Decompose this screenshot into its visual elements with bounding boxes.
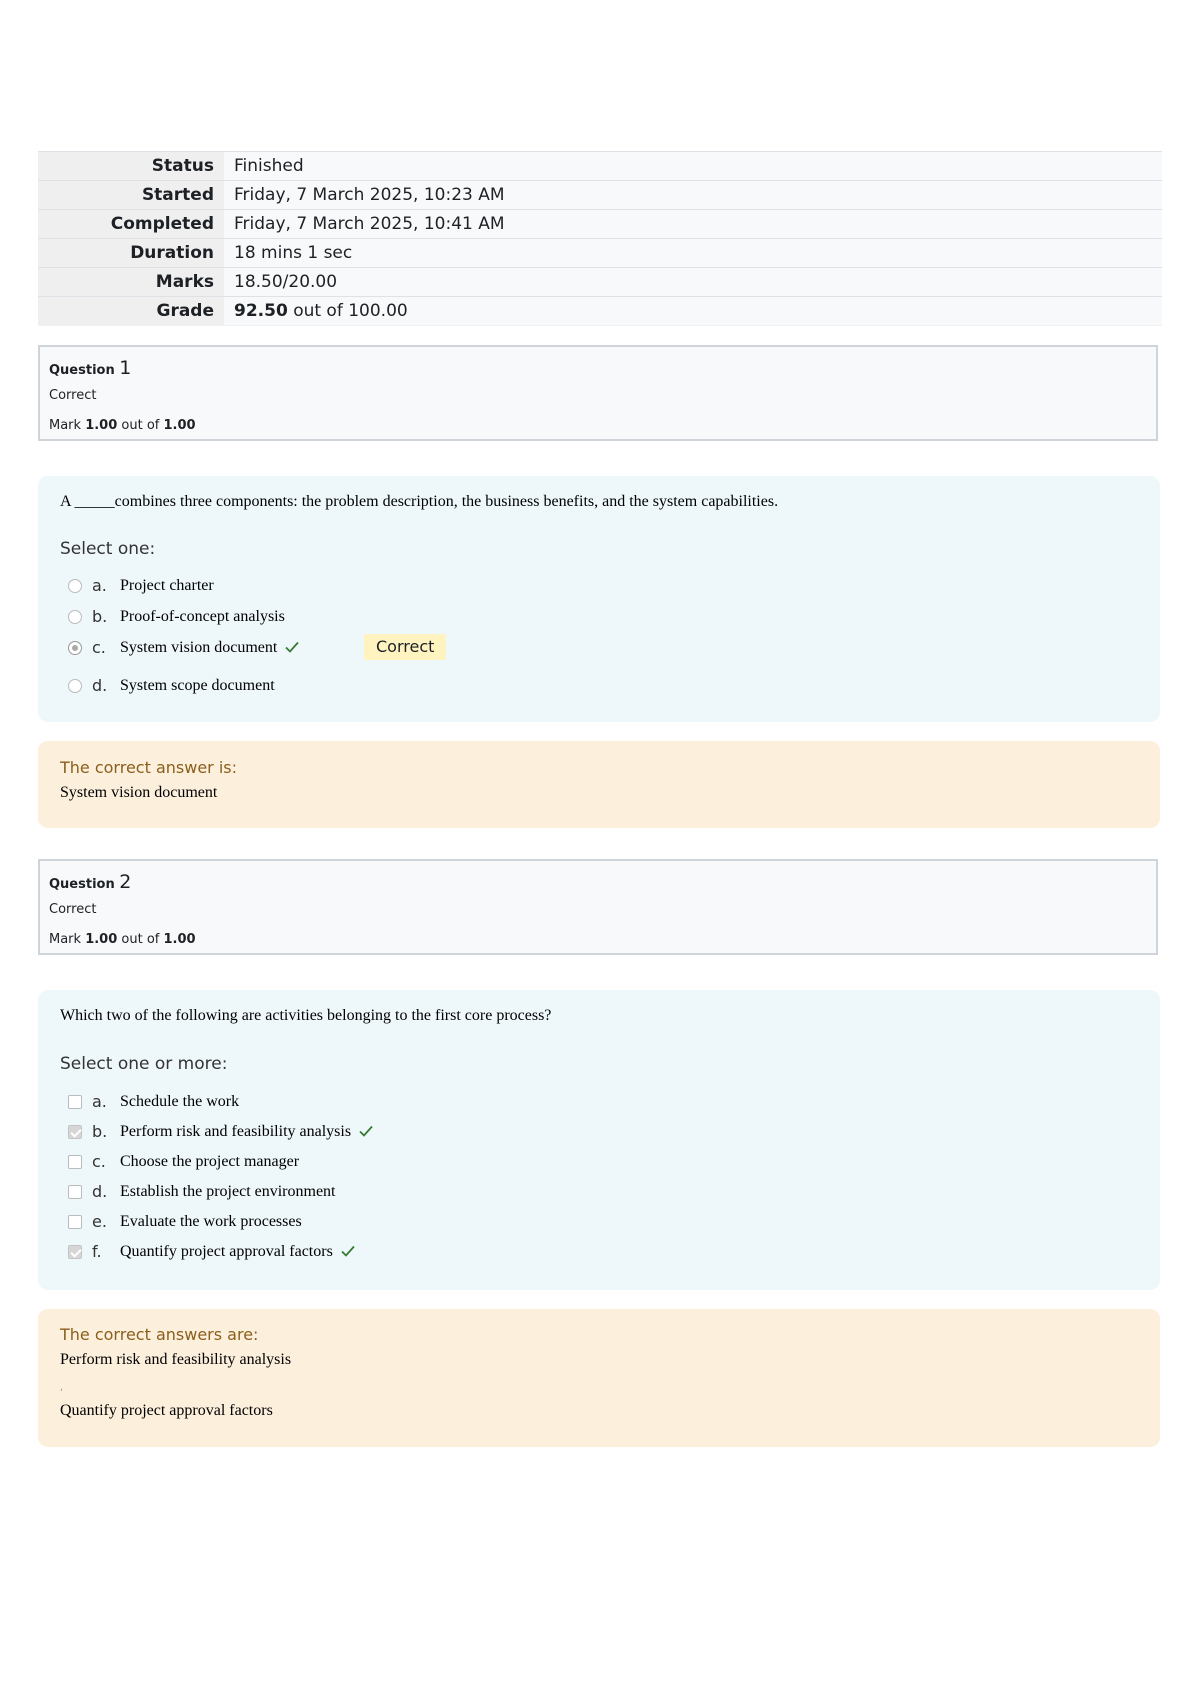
feedback-answer: Quantify project approval factors [60, 1402, 273, 1419]
option-label: System vision document [120, 639, 278, 656]
option-label: Establish the project environment [120, 1183, 336, 1200]
option-letter: b. [92, 607, 108, 626]
question-prefix: Question [49, 363, 115, 378]
feedback-2 [38, 1309, 1160, 1447]
option-label-row [120, 1123, 373, 1141]
question-content-2 [38, 990, 1160, 1290]
summary-label: Marks [38, 268, 224, 297]
option-label: Choose the project manager [120, 1153, 300, 1170]
radio-button[interactable] [68, 610, 82, 624]
feedback-heading: The correct answer is: [60, 758, 237, 777]
option-label: Quantify project approval factors [120, 1243, 333, 1260]
option-label: Schedule the work [120, 1093, 240, 1110]
checkbox-checked[interactable] [68, 1245, 82, 1259]
option-letter: f. [92, 1242, 102, 1261]
option-label: Proof-of-concept analysis [120, 608, 285, 625]
summary-row-status [38, 152, 1162, 181]
option-b[interactable] [68, 608, 968, 630]
summary-label: Status [38, 152, 224, 181]
summary-row-completed [38, 210, 1162, 239]
option-label: Perform risk and feasibility analysis [120, 1123, 352, 1140]
mark-label: Mark [49, 418, 82, 433]
checkbox[interactable] [68, 1185, 82, 1199]
option-c[interactable] [68, 1153, 968, 1175]
question-grade [49, 418, 196, 433]
question-content-1 [38, 476, 1160, 722]
summary-value: Finished [224, 152, 1162, 181]
summary-label: Started [38, 181, 224, 210]
mark-mid: out of [121, 932, 160, 947]
option-d[interactable] [68, 1183, 968, 1205]
option-label: System scope document [120, 677, 275, 694]
summary-value: 18 mins 1 sec [224, 239, 1162, 268]
radio-button-selected[interactable] [68, 641, 82, 655]
mark-max: 1.00 [163, 418, 196, 433]
grade-score: 92.50 [234, 301, 288, 321]
checkbox[interactable] [68, 1215, 82, 1229]
attempt-summary-table [38, 151, 1162, 326]
summary-row-grade [38, 297, 1162, 326]
option-letter: e. [92, 1212, 107, 1231]
option-letter: a. [92, 576, 107, 595]
option-letter: d. [92, 1182, 108, 1201]
option-label-row [120, 1243, 355, 1261]
summary-value: Friday, 7 March 2025, 10:23 AM [224, 181, 1162, 210]
summary-value [224, 297, 1162, 326]
option-c[interactable] [68, 639, 968, 661]
question-state: Correct [49, 902, 97, 917]
summary-value: 18.50/20.00 [224, 268, 1162, 297]
mark-value: 1.00 [85, 932, 118, 947]
question-info-1 [38, 345, 1158, 441]
option-letter: c. [92, 638, 106, 657]
question-prefix: Question [49, 877, 115, 892]
option-a[interactable] [68, 577, 968, 599]
correct-check-icon [359, 1124, 373, 1138]
correct-check-icon [341, 1244, 355, 1258]
option-d[interactable] [68, 677, 968, 699]
option-f[interactable] [68, 1243, 968, 1265]
question-num: 1 [119, 357, 132, 379]
feedback-answer: Perform risk and feasibility analysis [60, 1351, 292, 1368]
question-state: Correct [49, 388, 97, 403]
correct-badge: Correct [364, 634, 446, 660]
question-text: Which two of the following are activities belonging to the first core process? [60, 1007, 552, 1024]
option-e[interactable] [68, 1213, 968, 1235]
summary-row-started [38, 181, 1162, 210]
summary-value: Friday, 7 March 2025, 10:41 AM [224, 210, 1162, 239]
feedback-separator: , [60, 1383, 63, 1393]
radio-button[interactable] [68, 579, 82, 593]
option-letter: d. [92, 676, 108, 695]
option-label-row [120, 639, 299, 657]
mark-value: 1.00 [85, 418, 118, 433]
question-number [49, 357, 131, 379]
summary-label: Duration [38, 239, 224, 268]
question-prompt: Select one: [60, 539, 156, 559]
checkbox-checked[interactable] [68, 1125, 82, 1139]
question-info-2 [38, 859, 1158, 955]
feedback-heading: The correct answers are: [60, 1325, 259, 1344]
mark-mid: out of [121, 418, 160, 433]
option-label: Project charter [120, 577, 214, 594]
correct-check-icon [285, 640, 299, 654]
checkbox[interactable] [68, 1095, 82, 1109]
question-num: 2 [119, 871, 132, 893]
question-grade [49, 932, 196, 947]
mark-label: Mark [49, 932, 82, 947]
question-prompt: Select one or more: [60, 1054, 228, 1074]
feedback-1 [38, 741, 1160, 828]
option-a[interactable] [68, 1093, 968, 1115]
summary-label: Completed [38, 210, 224, 239]
question-text: A _____combines three components: the problem description, the business benefits, and the system capabilities. [60, 493, 779, 510]
mark-max: 1.00 [163, 932, 196, 947]
option-letter: c. [92, 1152, 106, 1171]
option-letter: a. [92, 1092, 107, 1111]
grade-rest: out of 100.00 [293, 301, 408, 321]
option-label: Evaluate the work processes [120, 1213, 302, 1230]
question-number [49, 871, 131, 893]
option-letter: b. [92, 1122, 108, 1141]
summary-label: Grade [38, 297, 224, 326]
option-b[interactable] [68, 1123, 968, 1145]
summary-row-duration [38, 239, 1162, 268]
checkbox[interactable] [68, 1155, 82, 1169]
radio-button[interactable] [68, 679, 82, 693]
feedback-answer: System vision document [60, 784, 218, 801]
summary-row-marks [38, 268, 1162, 297]
